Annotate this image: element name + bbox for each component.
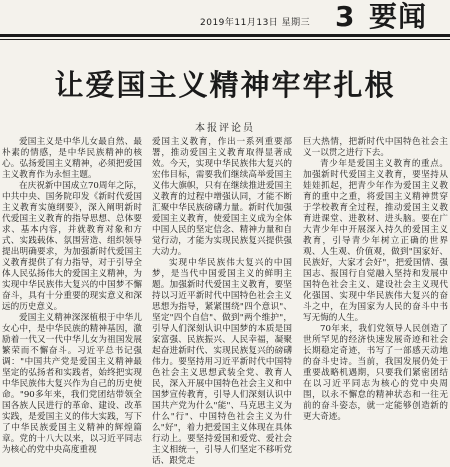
article-headline: 让爱国主义精神牢牢扎根 [54, 68, 396, 102]
header-rule-thick [0, 34, 450, 37]
paragraph: 爱国主义精神深深植根于中华儿女心中，是中华民族的精神基因，激励着一代又一代中华儿女为祖国发展繁荣而不懈奋斗。习近平总书记强调："中国共产党是爱国主义精神最坚定的弘扬者和实践者，始终把实现中华民族伟大复兴作为自己的历史使命。"90多年来，我们党团结带领全国各族人民进行的革命、建设、改革实践，是爱国主义的伟大实践，写下了中华民族爱国主义精神的辉煌篇章。党的十八大以来，以习近平同志为核心的党中央高度重视 [2, 313, 142, 455]
page-number: 3 [335, 0, 355, 33]
article-column-1 [2, 137, 142, 455]
publication-date: 2019年11月13日 星期三 [200, 18, 311, 28]
header-rule-thin [0, 39, 450, 40]
article-column-3 [303, 137, 448, 434]
paragraph: 爱国主义是中华儿女最自然、最朴素的情感，是中华民族精神的核心。弘扬爱国主义精神，必须把爱国主义教育作为永恒主题。 [2, 137, 142, 180]
paragraph: 青少年是爱国主义教育的重点。加强新时代爱国主义教育，要坚持从娃娃抓起，把青少年作为爱国主义教育的重中之重，将爱国主义精神贯穿于学校教育全过程，推动爱国主义教育进课堂、进教材、进头脑。要在广大青少年中开展深入持久的爱国主义教育，引导青少年树立正确的世界观、人生观、价值观，做到"国家好、民族好，大家才会好"，把爱国情、强国志、报国行自觉融入坚持和发展中国特色社会主义、建设社会主义现代化强国、实现中华民族伟大复兴的奋斗之中，在为国家为人民的奋斗中书写无悔的人生。 [303, 159, 448, 323]
paragraph: 巨大热情，把新时代中国特色社会主义一以贯之进行下去。 [303, 137, 448, 158]
article-byline: 本报评论员 [195, 123, 255, 134]
article-column-2 [152, 137, 292, 466]
paragraph: 实现中华民族伟大复兴的中国梦，是当代中国爱国主义的鲜明主题。加强新时代爱国主义教育，要坚持以习近平新时代中国特色社会主义思想为指导，紧紧围绕"四个意识"、坚定"四个自信"、做到"两个维护"，引导人们深刻认识中国梦的本质是国家富强、民族振兴、人民幸福，凝聚起奋进新时代、实现民族复兴的磅礴伟力。要坚持用习近平新时代中国特色社会主义思想武装全党、教育人民，深入开展中国特色社会主义和中国梦宣传教育，引导人们深刻认识中国共产党为什么"能"、马克思主义为什么"行"、中国特色社会主义为什么"好"，着力把爱国主义体现在具体行动上。要坚持爱国和爱党、爱社会主义相统一，引导人们坚定不移听党话、跟党走 [152, 258, 292, 466]
paragraph: 在庆祝新中国成立70周年之际，中共中央、国务院印发《新时代爱国主义教育实施纲要》，深入阐明新时代爱国主义教育的指导思想、总体要求、基本内容，并就教育对象和方式、实践载体、氛围营造、组织领导提出明确要求，为加强新时代爱国主义教育提供了有力指导，对于引导全体人民弘扬伟大的爱国主义精神，为实现中华民族伟大复兴的中国梦不懈奋斗，具有十分重要的现实意义和深远的历史意义。 [2, 181, 142, 312]
section-title: 要闻 [369, 0, 428, 33]
paragraph: 70年来，我们党领导人民创造了世所罕见的经济快速发展奇迹和社会长期稳定奇迹，书写了一部感天动地的奋斗史诗。当前，我国发展仍处于重要战略机遇期，只要我们紧密团结在以习近平同志为核心的党中央周围，以永不懈怠的精神状态和一往无前的奋斗姿态，就一定能够创造新的更大奇迹。 [303, 324, 448, 422]
page-header [0, 0, 450, 34]
paragraph: 爱国主义教育，作出一系列重要部署，推动爱国主义教育取得显著成效。今天，实现中华民族伟大复兴的宏伟目标，需要我们继续高举爱国主义伟大旗帜，只有在继续推进爱国主义教育的过程中增强认同，才能不断汇聚中华民族磅礴力量。新时代加强爱国主义教育，使爱国主义成为全体中国人民的坚定信念、精神力量和自觉行动，才能为实现民族复兴提供强大动力。 [152, 137, 292, 257]
